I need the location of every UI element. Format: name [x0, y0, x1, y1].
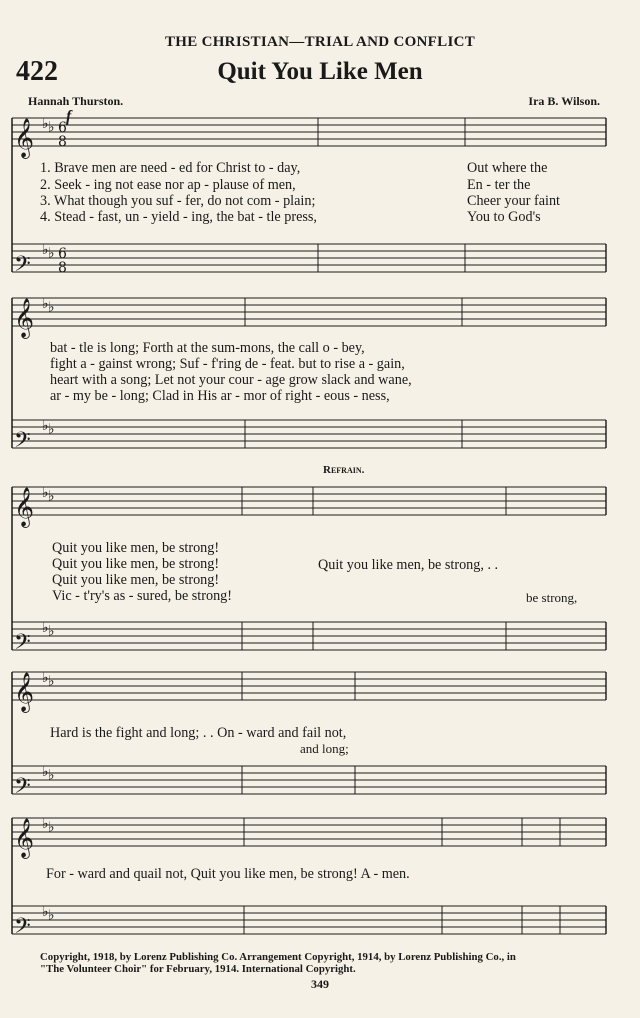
lyricist: Hannah Thurston.	[28, 94, 124, 108]
lyric-verse-1: Quit you like men, be strong!	[52, 540, 220, 556]
flat-sign-icon: ♭	[48, 767, 55, 784]
lyric-verse-2: fight a - gainst wrong; Suf - f'ring de - feat. but to rise a - gain,	[50, 356, 405, 372]
treble-clef-icon: 𝄞	[14, 818, 35, 858]
bass-clef-icon: 𝄢	[14, 428, 31, 458]
lyric-bass-echo: and long;	[300, 741, 349, 756]
lyric-verse-3: heart with a song; Let not your cour - age grow slack and wane,	[50, 372, 412, 388]
lyric-verse-4: ar - my be - long; Clad in His ar - mor of right - eous - ness,	[50, 388, 390, 404]
copyright-notice	[40, 951, 620, 975]
flat-sign-icon: ♭	[48, 907, 55, 924]
lyric-refrain: Quit you like men, be strong, . .	[318, 557, 499, 573]
flat-sign-icon: ♭	[48, 299, 55, 316]
flat-sign-icon: ♭	[48, 245, 55, 262]
time-signature: 8	[58, 134, 67, 150]
lyric-verse-3-end: Cheer your faint	[467, 193, 560, 209]
lyric-verse-4-end: You to God's	[467, 209, 541, 225]
flat-sign-icon: ♭	[42, 115, 49, 132]
bass-clef-icon: 𝄢	[14, 252, 31, 282]
lyric-refrain: For - ward and quail not, Quit you like men, be strong! A - men.	[46, 866, 410, 882]
lyric-verse-1: bat - tle is long; Forth at the sum-mons, the call o - bey,	[50, 340, 365, 356]
flat-sign-icon: ♭	[48, 119, 55, 136]
time-signature: 6	[58, 120, 67, 136]
treble-clef-icon: 𝄞	[14, 298, 35, 338]
time-signature: 8	[58, 260, 67, 276]
copyright-line: "The Volunteer Choir" for February, 1914. International Copyright.	[40, 963, 356, 975]
lyric-verse-3: 3. What though you suf - fer, do not com - plain;	[40, 193, 316, 209]
flat-sign-icon: ♭	[42, 241, 49, 258]
copyright-line: Copyright, 1918, by Lorenz Publishing Co. Arrangement Copyright, 1914, by Lorenz Publishing Co., in	[40, 951, 516, 963]
page-number: 349	[311, 977, 329, 991]
flat-sign-icon: ♭	[42, 815, 49, 832]
flat-sign-icon: ♭	[42, 669, 49, 686]
flat-sign-icon: ♭	[42, 484, 49, 501]
flat-sign-icon: ♭	[48, 673, 55, 690]
dynamic-marking: f	[66, 108, 72, 125]
flat-sign-icon: ♭	[42, 295, 49, 312]
flat-sign-icon: ♭	[48, 623, 55, 640]
refrain-label: Refrain.	[323, 464, 365, 476]
lyric-verse-3: Quit you like men, be strong!	[52, 572, 220, 588]
lyric-verse-2: 2. Seek - ing not ease nor ap - plause of men,	[40, 177, 296, 193]
flat-sign-icon: ♭	[42, 417, 49, 434]
treble-clef-icon: 𝄞	[14, 487, 35, 527]
composer: Ira B. Wilson.	[528, 94, 600, 108]
lyric-bass-echo: be strong,	[526, 590, 578, 605]
flat-sign-icon: ♭	[48, 819, 55, 836]
flat-sign-icon: ♭	[48, 421, 55, 438]
flat-sign-icon: ♭	[48, 488, 55, 505]
lyric-verse-4: Vic - t'ry's as - sured, be strong!	[52, 588, 232, 604]
flat-sign-icon: ♭	[42, 763, 49, 780]
bass-clef-icon: 𝄢	[14, 630, 31, 660]
lyric-verse-2: Quit you like men, be strong!	[52, 556, 220, 572]
flat-sign-icon: ♭	[42, 903, 49, 920]
hymn-title: Quit You Like Men	[217, 58, 423, 85]
hymn-number: 422	[16, 56, 58, 87]
bass-clef-icon: 𝄢	[14, 774, 31, 804]
lyric-refrain: Hard is the fight and long; . . On - ward and fail not,	[50, 725, 347, 741]
treble-clef-icon: 𝄞	[14, 672, 35, 712]
lyric-verse-1-end: Out where the	[467, 160, 548, 176]
lyric-verse-2-end: En - ter the	[467, 177, 531, 193]
lyric-verse-1: 1. Brave men are need - ed for Christ to - day,	[40, 160, 301, 176]
time-signature: 6	[58, 246, 67, 262]
bass-clef-icon: 𝄢	[14, 914, 31, 944]
section-header: THE CHRISTIAN—TRIAL AND CONFLICT	[164, 34, 476, 50]
treble-clef-icon: 𝄞	[14, 118, 35, 158]
flat-sign-icon: ♭	[42, 619, 49, 636]
lyric-verse-4: 4. Stead - fast, un - yield - ing, the bat - tle press,	[40, 209, 317, 225]
